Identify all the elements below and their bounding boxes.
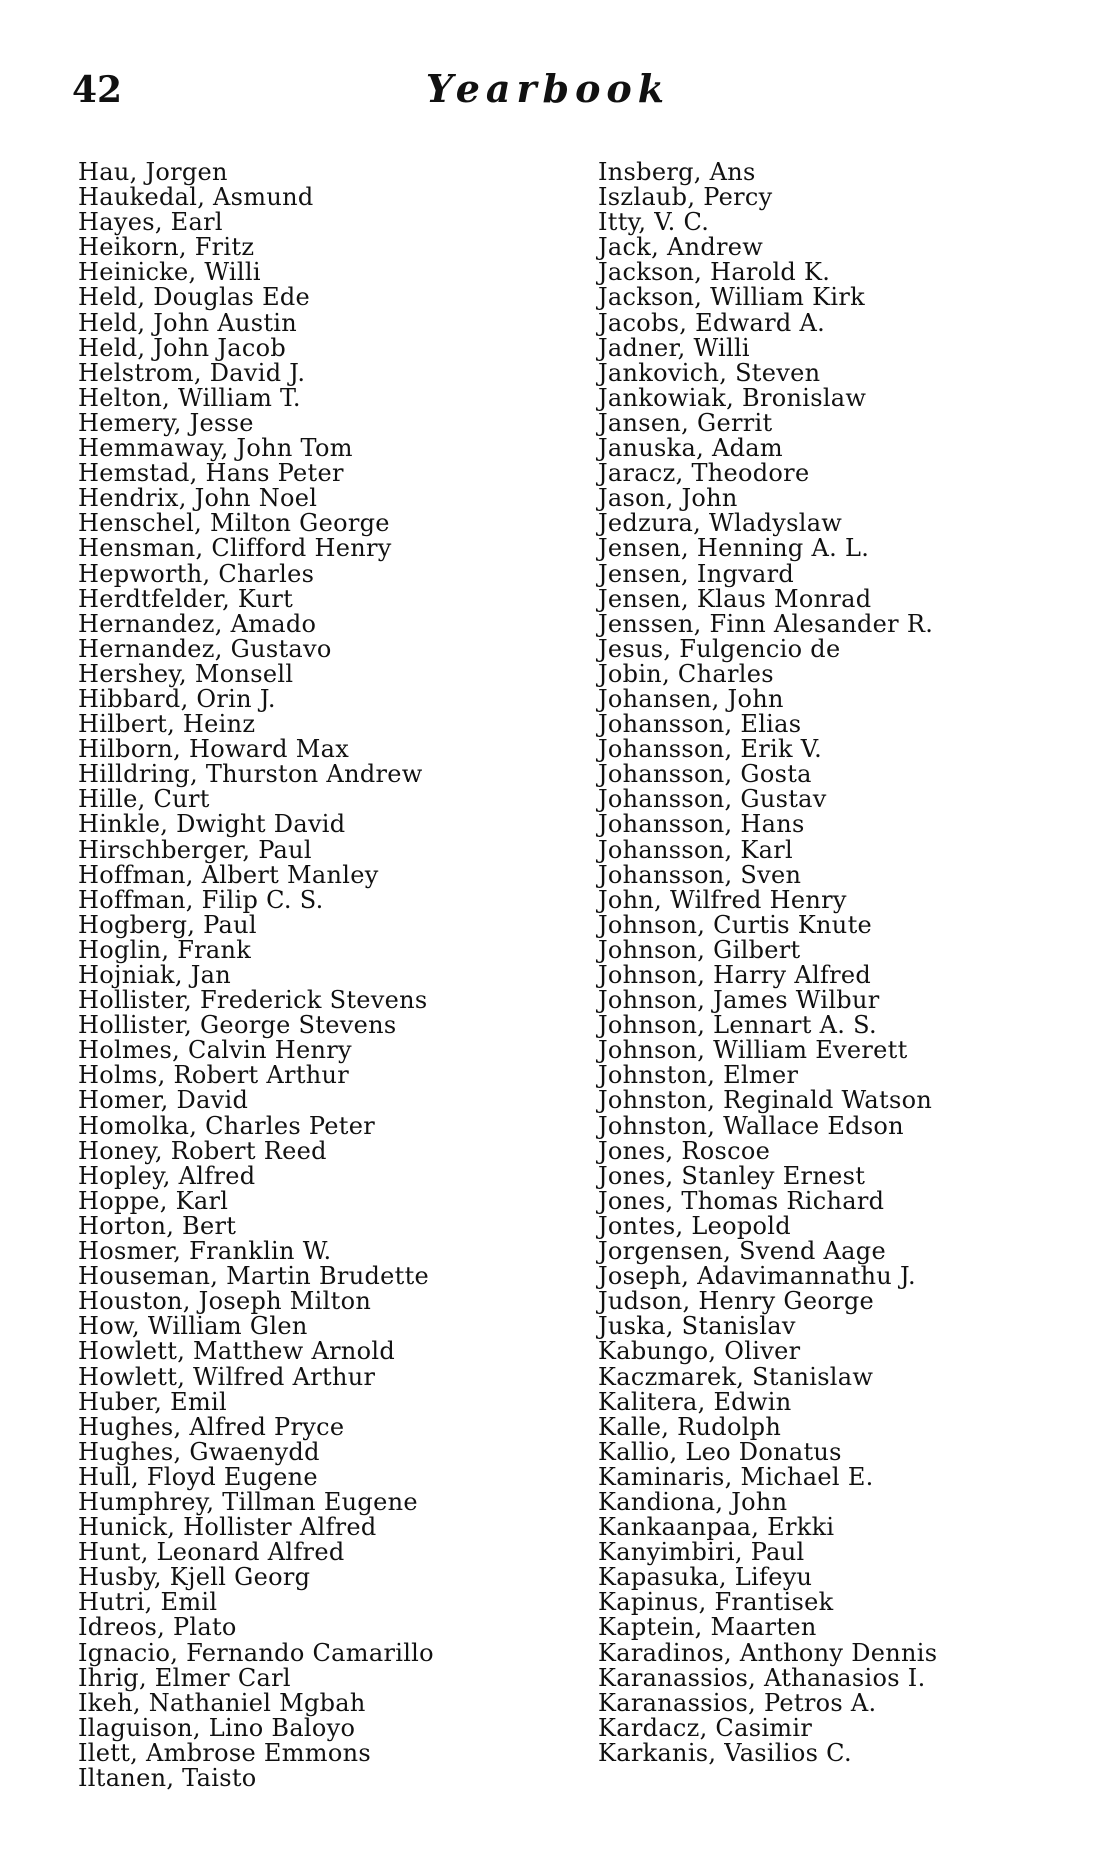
name-entry: Karkanis, Vasilios C. xyxy=(598,1738,852,1767)
name-entry: Hilldring, Thurston Andrew xyxy=(78,760,423,789)
left-name-column xyxy=(78,160,434,1791)
name-entry: Henschel, Milton George xyxy=(78,509,390,538)
name-entry: Jedzura, Wladyslaw xyxy=(598,509,843,538)
name-entry: Jesus, Fulgencio de xyxy=(598,634,841,663)
name-entry: Jackson, Harold K. xyxy=(598,258,831,287)
name-entry: Hille, Curt xyxy=(78,785,210,814)
name-entry: Jones, Thomas Richard xyxy=(598,1186,885,1215)
name-entry: Hau, Jorgen xyxy=(78,158,228,186)
name-entry: Hoglin, Frank xyxy=(78,935,252,964)
running-title: Yearbook xyxy=(425,66,671,111)
name-entry: Helstrom, David J. xyxy=(78,358,306,387)
name-entry: Ilaguison, Lino Baloyo xyxy=(78,1713,356,1742)
name-entry: Kandiona, John xyxy=(598,1487,788,1516)
name-entry: Ihrig, Elmer Carl xyxy=(78,1663,291,1692)
name-entry: Heikorn, Fritz xyxy=(78,233,255,262)
name-entry: Howlett, Wilfred Arthur xyxy=(78,1362,376,1391)
name-entry: Kalitera, Edwin xyxy=(598,1387,792,1416)
name-entry: Jones, Roscoe xyxy=(598,1136,771,1165)
name-entry: Karanassios, Athanasios I. xyxy=(598,1663,926,1692)
name-entry: Jones, Stanley Ernest xyxy=(598,1161,866,1190)
name-entry: Homer, David xyxy=(78,1086,249,1115)
name-entry: Kapinus, Frantisek xyxy=(598,1588,834,1617)
name-entry: Jadner, Willi xyxy=(598,333,750,362)
name-entry: Jason, John xyxy=(598,484,738,513)
name-entry: Haukedal, Asmund xyxy=(78,183,314,212)
name-entry: Hopley, Alfred xyxy=(78,1161,256,1190)
name-entry: Johansson, Erik V. xyxy=(598,735,823,764)
name-entry: Johnson, James Wilbur xyxy=(598,986,880,1015)
name-entry: Hunick, Hollister Alfred xyxy=(78,1513,377,1542)
name-entry: Hojniak, Jan xyxy=(78,961,232,989)
name-entry: Holms, Robert Arthur xyxy=(78,1061,350,1090)
name-entry: Huber, Emil xyxy=(78,1387,227,1416)
name-entry: Judson, Henry George xyxy=(598,1287,875,1316)
name-entry: Johansson, Gosta xyxy=(598,760,812,789)
name-entry: Hosmer, Franklin W. xyxy=(78,1237,332,1266)
name-entry: Johnson, Gilbert xyxy=(598,935,801,964)
name-entry: Hoffman, Albert Manley xyxy=(78,860,379,889)
name-entry: Hilborn, Howard Max xyxy=(78,735,350,764)
name-entry: Kanyimbiri, Paul xyxy=(598,1538,805,1567)
name-entry: Hibbard, Orin J. xyxy=(78,684,276,713)
name-entry: Held, John Austin xyxy=(78,308,298,337)
name-entry: Joseph, Adavimannathu J. xyxy=(598,1262,916,1291)
name-entry: Iszlaub, Percy xyxy=(598,183,773,212)
name-entry: Hepworth, Charles xyxy=(78,559,315,588)
name-entry: Johnson, Curtis Knute xyxy=(598,910,873,939)
name-entry: Johansson, Gustav xyxy=(598,785,827,814)
name-entry: Husby, Kjell Georg xyxy=(78,1563,311,1592)
name-entry: Hemmaway, John Tom xyxy=(78,434,353,463)
name-entry: Jansen, Gerrit xyxy=(598,408,773,437)
name-entry: Hughes, Gwaenydd xyxy=(78,1437,320,1466)
name-entry: Hogberg, Paul xyxy=(78,910,257,939)
name-entry: Howlett, Matthew Arnold xyxy=(78,1337,396,1366)
name-entry: Hemery, Jesse xyxy=(78,408,254,437)
name-entry: Jankovich, Steven xyxy=(598,358,821,387)
name-entry: Johansson, Sven xyxy=(598,860,802,889)
name-entry: Karanassios, Petros A. xyxy=(598,1688,877,1717)
name-entry: Jackson, William Kirk xyxy=(598,283,865,312)
name-entry: Iltanen, Taisto xyxy=(78,1764,257,1792)
name-entry: Hollister, George Stevens xyxy=(78,1011,397,1040)
name-entry: Ignacio, Fernando Camarillo xyxy=(78,1638,434,1667)
name-entry: Hernandez, Amado xyxy=(78,609,317,638)
name-entry: Kabungo, Oliver xyxy=(598,1337,801,1366)
name-entry: Hemstad, Hans Peter xyxy=(78,459,344,488)
name-entry: Kankaanpaa, Erkki xyxy=(598,1513,835,1542)
name-entry: Juska, Stanislav xyxy=(598,1312,796,1341)
name-entry: Homolka, Charles Peter xyxy=(78,1111,375,1140)
right-name-column xyxy=(598,160,937,1766)
name-entry: Hinkle, Dwight David xyxy=(78,810,346,839)
name-entry: Jensen, Ingvard xyxy=(598,559,795,588)
name-entry: Jobin, Charles xyxy=(598,659,774,688)
name-entry: Kaptein, Maarten xyxy=(598,1613,817,1642)
name-entry: Hoppe, Karl xyxy=(78,1186,229,1215)
name-entry: Idreos, Plato xyxy=(78,1613,237,1642)
name-entry: John, Wilfred Henry xyxy=(598,885,847,914)
name-entry: Honey, Robert Reed xyxy=(78,1136,327,1165)
name-entry: Horton, Bert xyxy=(78,1211,237,1240)
name-entry: Jensen, Henning A. L. xyxy=(598,534,870,563)
name-entry: Januska, Adam xyxy=(598,434,783,463)
name-entry: Kallio, Leo Donatus xyxy=(598,1437,842,1466)
name-entry: Johansson, Karl xyxy=(598,835,793,864)
name-entry: Hershey, Monsell xyxy=(78,659,294,688)
name-entry: Karadinos, Anthony Dennis xyxy=(598,1638,938,1667)
name-entry: Kapasuka, Lifeyu xyxy=(598,1563,813,1592)
name-entry: Hirschberger, Paul xyxy=(78,835,312,864)
name-entry: Houston, Joseph Milton xyxy=(78,1287,372,1316)
name-entry: Johansen, John xyxy=(598,684,784,713)
name-entry: Johnston, Wallace Edson xyxy=(598,1111,904,1140)
name-entry: Hollister, Frederick Stevens xyxy=(78,986,428,1015)
name-entry: Hull, Floyd Eugene xyxy=(78,1462,318,1491)
name-entry: Ikeh, Nathaniel Mgbah xyxy=(78,1688,366,1717)
name-entry: Johansson, Hans xyxy=(598,810,805,839)
name-entry: Hayes, Earl xyxy=(78,208,223,237)
name-entry: Jontes, Leopold xyxy=(598,1211,791,1240)
name-entry: Johnston, Reginald Watson xyxy=(598,1086,933,1115)
name-entry: Jensen, Klaus Monrad xyxy=(598,584,872,613)
name-entry: Jenssen, Finn Alesander R. xyxy=(598,609,934,638)
name-entry: Humphrey, Tillman Eugene xyxy=(78,1487,418,1516)
name-entry: Ilett, Ambrose Emmons xyxy=(78,1738,371,1767)
name-entry: Jorgensen, Svend Aage xyxy=(598,1237,886,1266)
name-entry: Itty, V. C. xyxy=(598,208,710,237)
name-entry: Jacobs, Edward A. xyxy=(598,308,826,337)
name-entry: Johnston, Elmer xyxy=(598,1061,799,1090)
name-entry: Heinicke, Willi xyxy=(78,258,261,287)
name-entry: Johnson, William Everett xyxy=(598,1036,908,1065)
name-entry: Kalle, Rudolph xyxy=(598,1412,782,1441)
name-entry: Hernandez, Gustavo xyxy=(78,634,332,663)
name-entry: Hilbert, Heinz xyxy=(78,710,256,739)
name-entry: Jack, Andrew xyxy=(598,233,764,262)
name-entry: Herdtfelder, Kurt xyxy=(78,584,294,613)
name-entry: Johansson, Elias xyxy=(598,710,802,739)
name-entry: Jaracz, Theodore xyxy=(598,459,810,488)
name-entry: How, William Glen xyxy=(78,1312,308,1341)
name-entry: Holmes, Calvin Henry xyxy=(78,1036,352,1065)
name-entry: Houseman, Martin Brudette xyxy=(78,1262,430,1291)
name-entry: Hunt, Leonard Alfred xyxy=(78,1538,345,1567)
name-entry: Kaminaris, Michael E. xyxy=(598,1462,874,1491)
name-entry: Held, John Jacob xyxy=(78,333,287,362)
name-entry: Hoffman, Filip C. S. xyxy=(78,885,324,914)
name-entry: Johnson, Lennart A. S. xyxy=(598,1011,877,1040)
name-entry: Jankowiak, Bronislaw xyxy=(598,383,867,412)
name-entry: Held, Douglas Ede xyxy=(78,283,311,312)
page-number: 42 xyxy=(72,69,123,111)
name-entry: Insberg, Ans xyxy=(598,158,756,186)
name-entry: Hendrix, John Noel xyxy=(78,484,318,513)
name-entry: Kardacz, Casimir xyxy=(598,1713,813,1742)
name-entry: Hughes, Alfred Pryce xyxy=(78,1412,345,1441)
name-entry: Kaczmarek, Stanislaw xyxy=(598,1362,874,1391)
name-entry: Hensman, Clifford Henry xyxy=(78,534,392,563)
name-entry: Johnson, Harry Alfred xyxy=(598,961,872,989)
name-entry: Hutri, Emil xyxy=(78,1588,218,1617)
name-entry: Helton, William T. xyxy=(78,383,301,412)
